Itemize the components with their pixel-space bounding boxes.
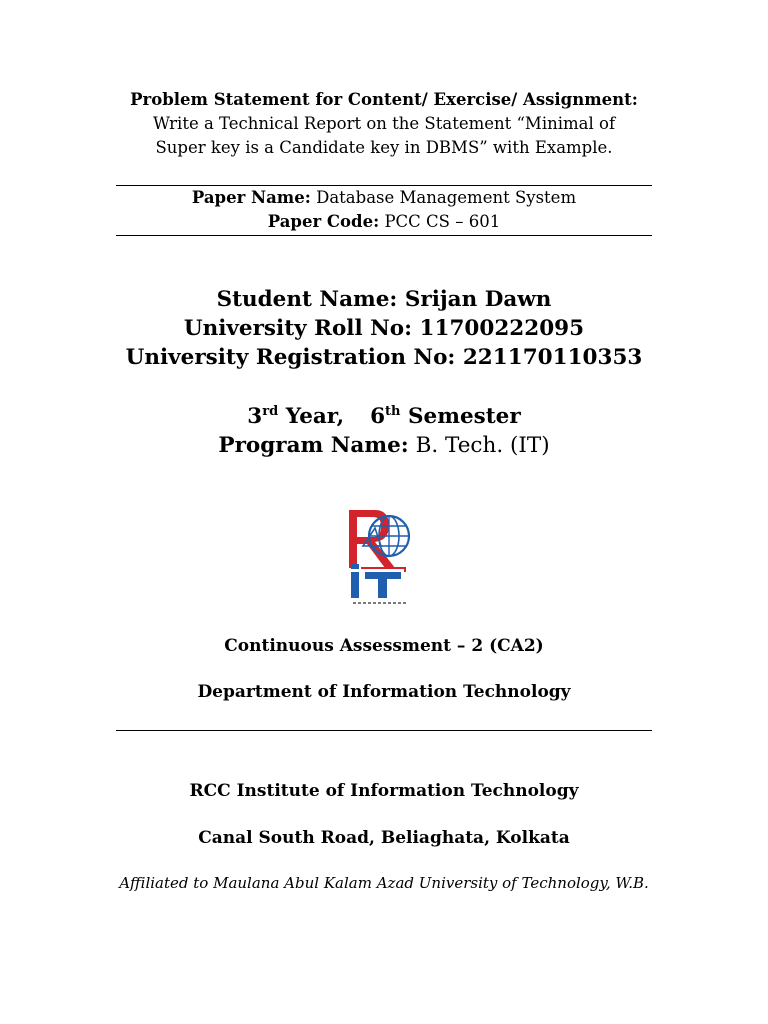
year-suffix: rd	[262, 404, 279, 419]
middle-divider	[116, 235, 652, 236]
student-name: Student Name: Srijan Dawn	[216, 287, 552, 312]
paper-code-value: PCC CS – 601	[384, 212, 501, 231]
affiliation-line: Affiliated to Maulana Abul Kalam Azad University of Technology, W.B.	[119, 874, 649, 892]
bottom-divider	[116, 730, 652, 731]
paper-name-label: Paper Name:	[191, 188, 311, 207]
semester-number: 6	[370, 404, 386, 429]
problem-line-1: Write a Technical Report on the Statement “Minimal of	[152, 114, 616, 133]
semester-word: Semester	[408, 404, 521, 429]
rcciit-logo-icon	[345, 506, 415, 610]
institute-address: Canal South Road, Beliaghata, Kolkata	[198, 828, 570, 848]
university-roll: University Roll No: 11700222095	[183, 316, 585, 341]
year-word: Year,	[285, 404, 345, 429]
student-details	[0, 285, 768, 372]
department-name: Department of Information Technology	[197, 682, 571, 702]
problem-heading: Problem Statement for Content/ Exercise/ Assignment:	[130, 90, 638, 109]
paper-name-row	[0, 186, 768, 210]
paper-code-row	[0, 210, 768, 234]
university-registration: University Registration No: 221170110353	[125, 345, 643, 370]
year-semester	[0, 402, 768, 431]
program-row	[0, 431, 768, 460]
program-label: Program Name:	[218, 433, 409, 458]
institute-name: RCC Institute of Information Technology	[189, 781, 579, 801]
problem-statement	[0, 88, 768, 160]
semester-suffix: th	[385, 404, 401, 419]
problem-line-2: Super key is a Candidate key in DBMS” with Example.	[155, 138, 613, 157]
assessment-title: Continuous Assessment – 2 (CA2)	[224, 636, 544, 656]
paper-name-value: Database Management System	[316, 188, 577, 207]
paper-details	[0, 186, 768, 234]
year-program	[0, 402, 768, 460]
program-value: B. Tech. (IT)	[415, 433, 550, 458]
paper-code-label: Paper Code:	[267, 212, 380, 231]
year-number: 3	[247, 404, 263, 429]
